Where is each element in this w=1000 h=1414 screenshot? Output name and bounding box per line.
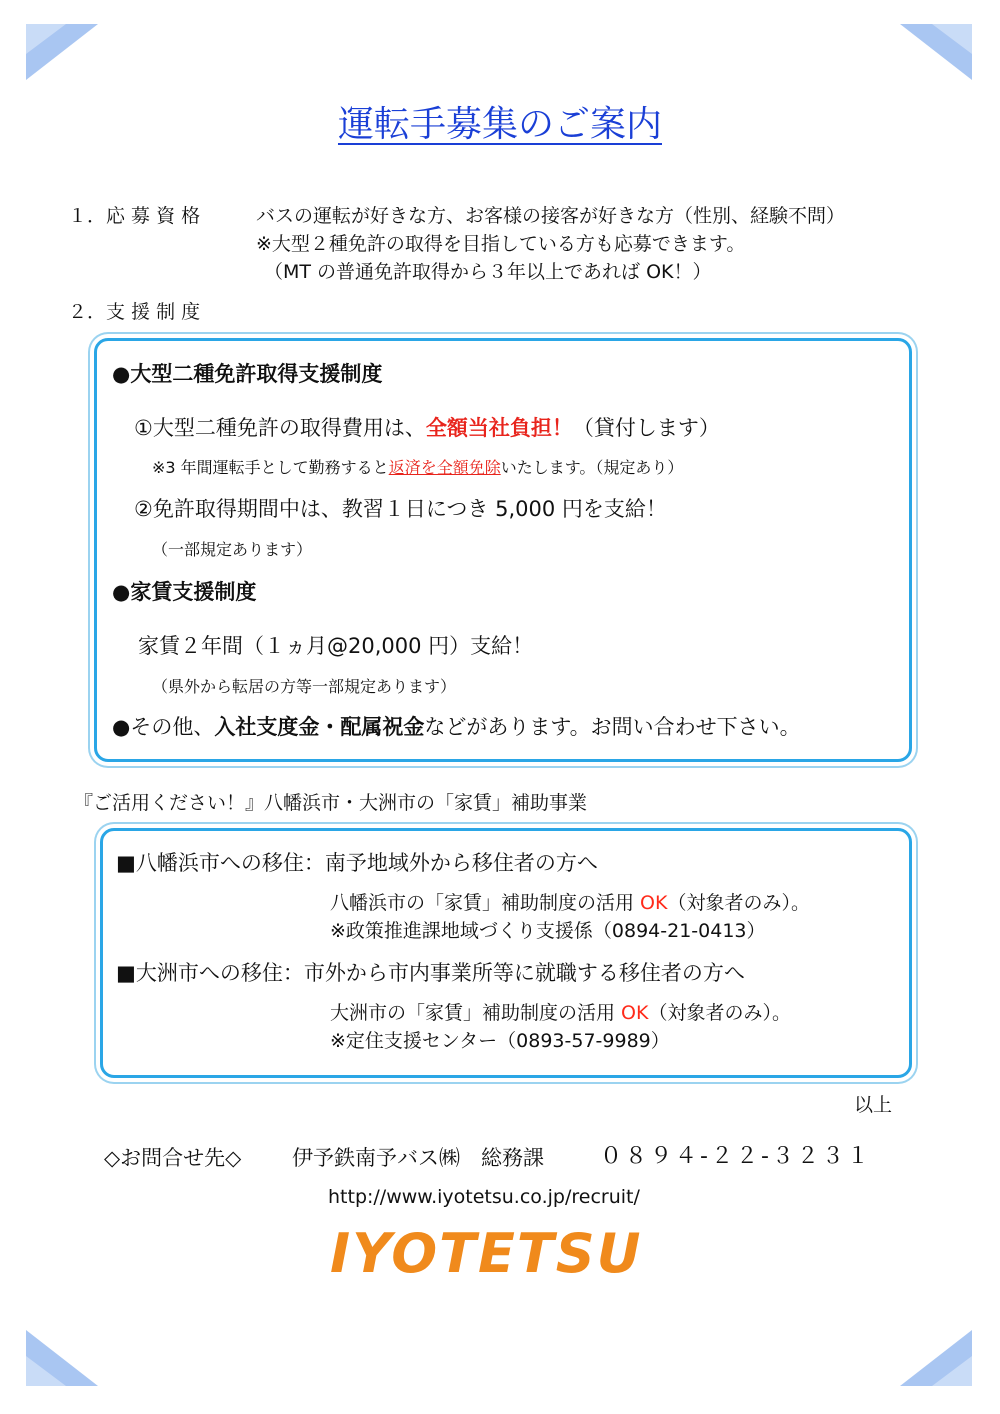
support-item1 — [134, 416, 720, 441]
corner-decoration-top-left — [26, 24, 98, 80]
corner-decoration-top-right — [900, 24, 972, 80]
subsidy-heading: 『ご活用ください！』八幡浜市・大洲市の「家賃」補助事業 — [74, 792, 588, 814]
section1-line1: バスの運転が好きな方、お客様の接客が好きな方（性別、経験不問） — [256, 205, 846, 227]
yawatahama-title: ■八幡浜市への移住：南予地域外から移住者の方へ — [116, 851, 598, 875]
section1-line2: ※大型２種免許の取得を目指している方も応募できます。 — [256, 233, 746, 255]
support-note1-pre: ※3 年間運転手として勤務すると — [152, 458, 389, 477]
support-item2: ②免許取得期間中は、教習１日につき 5,000 円を支給！ — [134, 497, 667, 521]
support-item1-pre: ①大型二種免許の取得費用は、 — [134, 416, 426, 440]
ozu-line-pre: 大洲市の「家賃」補助制度の活用 — [330, 1002, 622, 1024]
yawatahama-line — [330, 892, 810, 915]
contact-company: 伊予鉄南予バス㈱ 総務課 — [292, 1146, 544, 1170]
support-heading-rent: ●家賃支援制度 — [112, 580, 257, 604]
support-heading-license: ●大型二種免許取得支援制度 — [112, 362, 383, 386]
section1-label: １．応 募 資 格 — [68, 205, 201, 227]
support-item1-post: （貸付します） — [572, 416, 720, 440]
support-note1 — [152, 458, 683, 477]
corner-decoration-bottom-right — [900, 1330, 972, 1386]
support-rent: 家賃２年間（１ヵ月@20,000 円）支給！ — [138, 634, 534, 658]
support-note1-highlight: 返済を全額免除 — [388, 458, 501, 477]
support-note1-post: いたします。（規定あり） — [500, 458, 684, 477]
yawatahama-contact: ※政策推進課地域づくり支援係（0894-21-0413） — [330, 920, 766, 942]
section2-label: ２．支 援 制 度 — [68, 301, 201, 323]
yawatahama-line-post: （対象者のみ）。 — [667, 892, 810, 914]
iyotetsu-logo: IYOTETSU — [330, 1222, 643, 1285]
yawatahama-ok: OK — [640, 892, 668, 914]
ozu-contact: ※定住支援センター（0893-57-9989） — [330, 1030, 670, 1052]
support-rent-note: （県外から転居の方等一部規定あります） — [152, 677, 457, 696]
support-item1-highlight: 全額当社負担！ — [425, 416, 573, 440]
support-other-post: などがあります。お問い合わせ下さい。 — [424, 715, 801, 739]
corner-decoration-bottom-left — [26, 1330, 98, 1386]
ozu-ok: OK — [621, 1002, 649, 1024]
yawatahama-line-pre: 八幡浜市の「家賃」補助制度の活用 — [330, 892, 641, 914]
contact-phone: ０８９４-２２-３２３１ — [600, 1144, 872, 1169]
support-other-bold: 入社支度金・配属祝金 — [214, 715, 425, 739]
ozu-title: ■大洲市への移住：市外から市内事業所等に就職する移住者の方へ — [116, 961, 745, 985]
page-title: 運転手募集のご案内 — [337, 104, 662, 145]
support-note2: （一部規定あります） — [152, 540, 313, 559]
support-other-pre: ●その他、 — [112, 715, 215, 739]
contact-label: ◇お問合せ先◇ — [104, 1146, 242, 1170]
support-other — [112, 715, 801, 740]
contact-url[interactable]: http://www.iyotetsu.co.jp/recruit/ — [328, 1186, 640, 1208]
ozu-line-post: （対象者のみ）。 — [648, 1002, 791, 1024]
closing-mark: 以上 — [854, 1094, 893, 1116]
ozu-line — [330, 1002, 791, 1025]
section1-line3: （MT の普通免許取得から３年以上であれば OK！） — [264, 261, 712, 283]
